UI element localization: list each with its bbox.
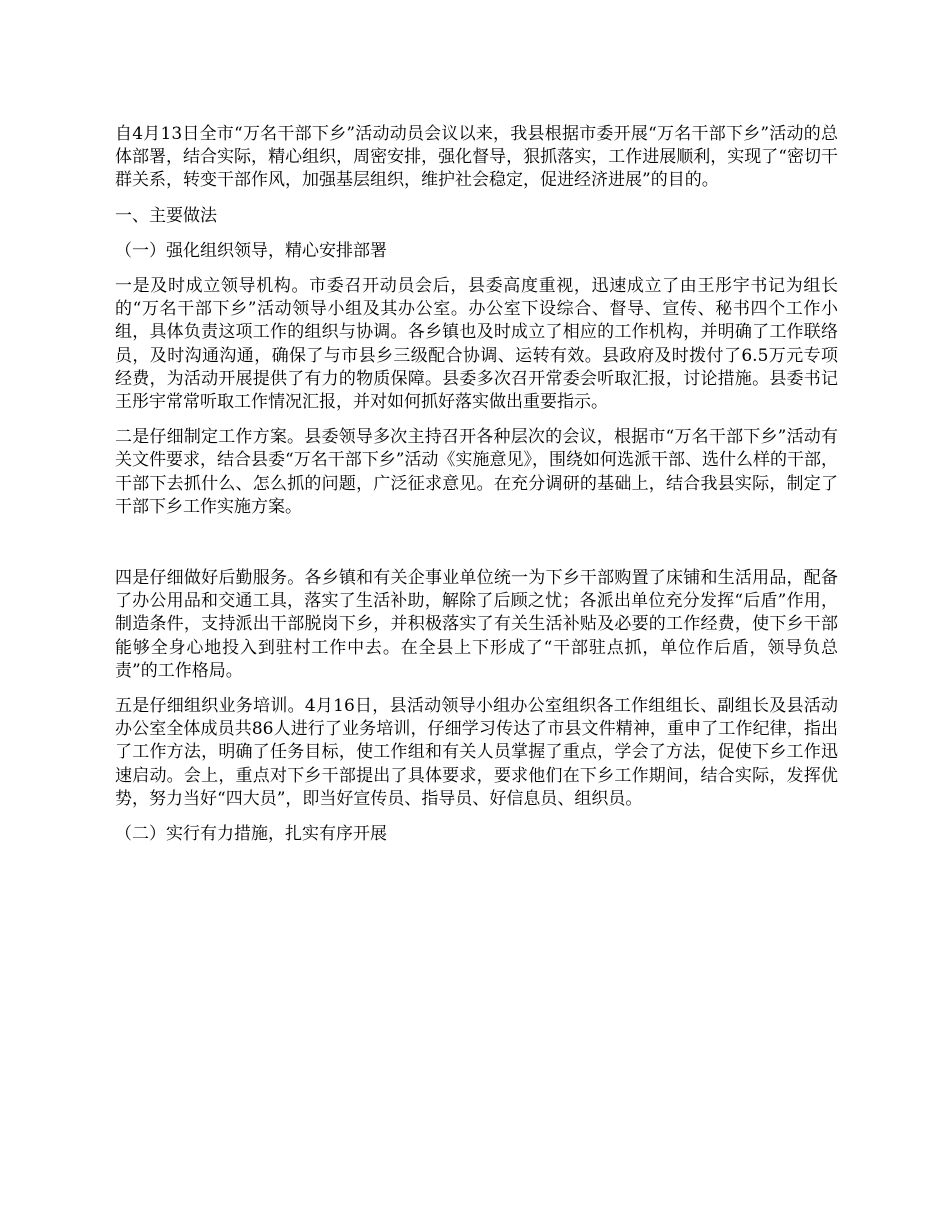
subsection-heading-1: （一）强化组织领导，精心安排部署	[115, 240, 387, 261]
paragraph-item-1: 一是及时成立领导机构。市委召开动员会后，县委高度重视，迅速成立了由王彤宇书记为组长的“万名干部下乡”活动领导小组及其办公室。办公室下设综合、督导、宣传、秘书四个工作小组，具体负责这项工作的组织与协调。各乡镇也及时成立了相应的工作机构，并明确了工作联络员，及时沟通沟通，确保了与市县乡三级配合协调、运转有效。县政府及时拨付了6.5万元专项经费，为活动开展提供了有力的物质保障。县委多次召开常委会听取汇报，讨论措施。县委书记王彤宇常常听取工作情况汇报，并对如何抓好落实做出重要指示。	[115, 276, 838, 413]
paragraph-item-5: 五是仔细组织业务培训。4月16日，县活动领导小组办公室组织各工作组组长、副组长及县活动办公室全体成员共86人进行了业务培训，仔细学习传达了市县文件精神，重申了工作纪律，指出了工作方法，明确了任务目标，使工作组和有关人员掌握了重点，学会了方法，促使下乡工作迅速启动。会上，重点对下乡干部提出了具体要求，要求他们在下乡工作期间，结合实际，发挥优势，努力当好“四大员”，即当好宣传员、指导员、好信息员、组织员。	[115, 696, 838, 809]
section-heading-main-practices: 一、主要做法	[115, 205, 217, 226]
paragraph-item-2: 二是仔细制定工作方案。县委领导多次主持召开各种层次的会议，根据市“万名干部下乡”活动有关文件要求，结合县委“万名干部下乡”活动《实施意见》，围绕如何选派干部、选什么样的干部，干部下去抓什么、怎么抓的问题，广泛征求意见。在充分调研的基础上，结合我县实际，制定了干部下乡工作实施方案。	[115, 427, 838, 517]
document-body	[115, 123, 838, 858]
paragraph-item-4: 四是仔细做好后勤服务。各乡镇和有关企事业单位统一为下乡干部购置了床铺和生活用品，配备了办公用品和交通工具，落实了生活补助，解除了后顾之忧；各派出单位充分发挥“后盾”作用，制造条件，支持派出干部脱岗下乡，并积极落实了有关生活补贴及必要的工作经费，使下乡干部能够全身心地投入到驻村工作中去。在全县上下形成了“干部驻点抓，单位作后盾，领导负总责”的工作格局。	[115, 568, 838, 681]
intro-paragraph: 自4月13日全市“万名干部下乡”活动动员会议以来，我县根据市委开展“万名干部下乡”活动的总体部署，结合实际，精心组织，周密安排，强化督导，狠抓落实，工作进展顺利，实现了“密切干群关系，转变干部作风，加强基层组织，维护社会稳定，促进经济进展”的目的。	[115, 124, 838, 191]
subsection-heading-2: （二）实行有力措施，扎实有序开展	[115, 824, 387, 845]
